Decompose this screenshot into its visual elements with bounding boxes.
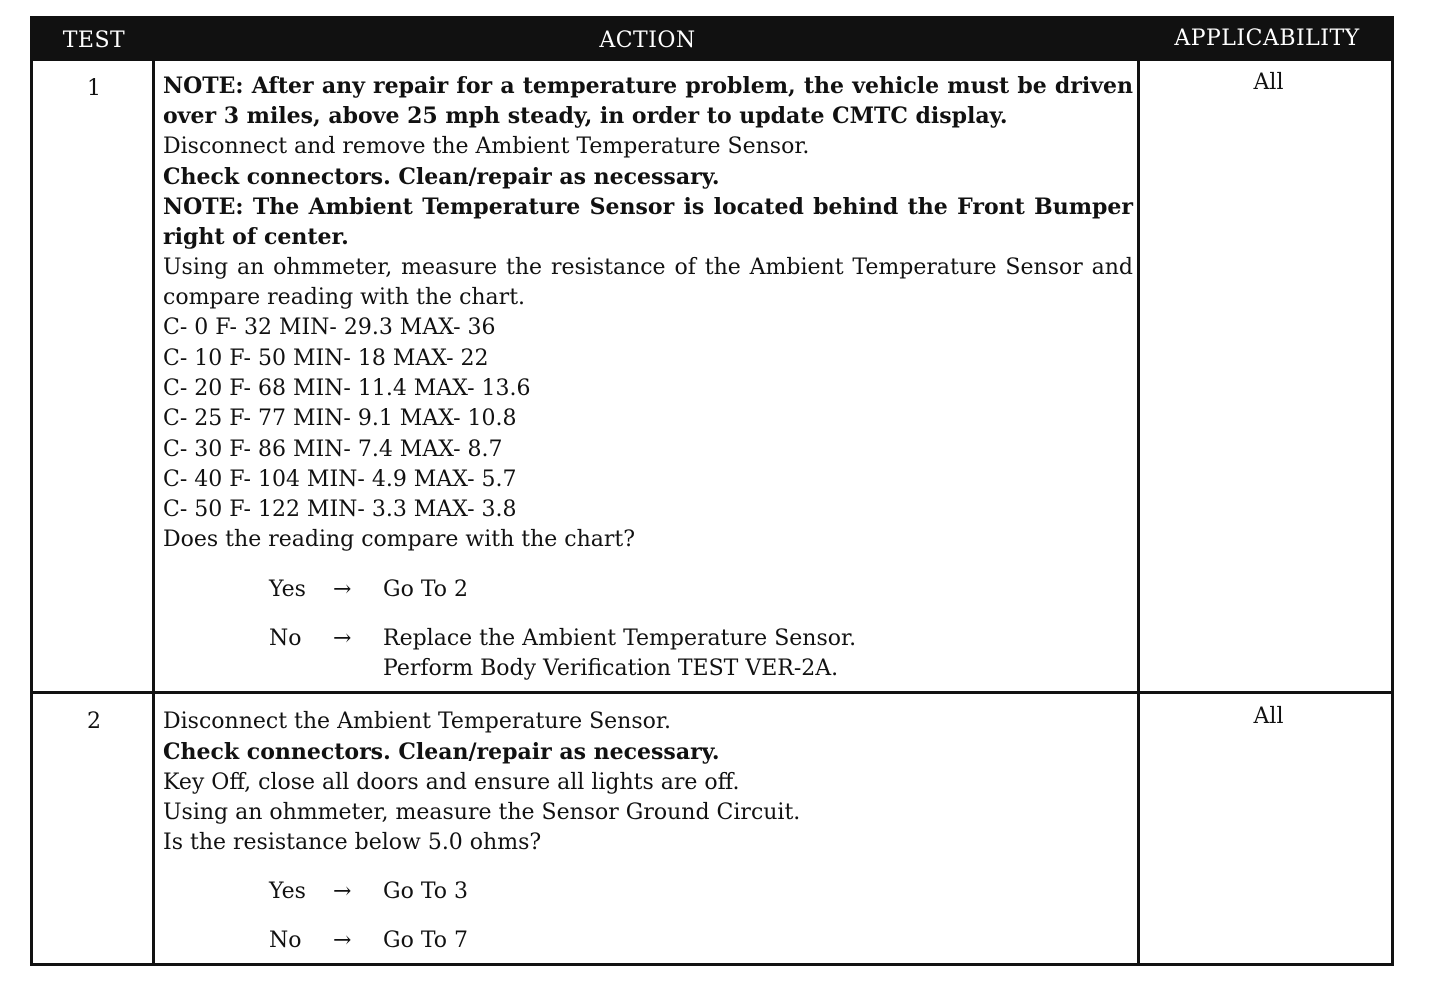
- no-branch: [163, 624, 1133, 684]
- yes-result: Go To 2: [383, 576, 469, 602]
- no-label: No: [269, 625, 302, 651]
- step-text: Using an ohmmeter, measure the resistance of the Ambient Temperature Sensor and compare reading with the chart.: [163, 254, 1133, 311]
- step-text: Key Off, close all doors and ensure all lights are off.: [163, 769, 740, 795]
- step-text: Disconnect the Ambient Temperature Sensor.: [163, 709, 671, 734]
- column-divider: [152, 61, 155, 963]
- column-divider: [1137, 61, 1140, 963]
- test-number: 1: [87, 76, 101, 101]
- no-result-line: Perform Body Verification TEST VER-2A.: [383, 655, 839, 681]
- no-result-line: Replace the Ambient Temperature Sensor.: [383, 625, 857, 651]
- step-text: Using an ohmmeter, measure the Sensor Ground Circuit.: [163, 799, 801, 825]
- note-location: NOTE: The Ambient Temperature Sensor is located behind the Front Bumper right of center.: [163, 194, 1133, 251]
- note-repair: NOTE: After any repair for a temperature problem, the vehicle must be driven over 3 miles, above 25 mph steady, in order to update CMTC display.: [163, 73, 1133, 130]
- yes-label: Yes: [269, 576, 306, 602]
- arrow-icon: →: [333, 576, 352, 602]
- chart-row: C- 25 F- 77 MIN- 9.1 MAX- 10.8: [163, 406, 517, 432]
- chart-row: C- 40 F- 104 MIN- 4.9 MAX- 5.7: [163, 466, 517, 492]
- test-number: 2: [87, 709, 101, 734]
- question: Does the reading compare with the chart?: [163, 527, 636, 553]
- no-branch: [163, 926, 1133, 956]
- no-result: [383, 624, 856, 684]
- step-text: Check connectors. Clean/repair as necessary.: [163, 163, 720, 190]
- test-2-action: [163, 707, 1133, 956]
- header-action: ACTION: [599, 28, 696, 53]
- applicability-value: All: [1253, 704, 1284, 729]
- arrow-icon: →: [333, 879, 352, 905]
- yes-branch: [163, 877, 1133, 907]
- no-label: No: [269, 928, 302, 954]
- yes-label: Yes: [269, 879, 306, 905]
- table-header: [33, 19, 1391, 61]
- chart-row: C- 10 F- 50 MIN- 18 MAX- 22: [163, 345, 489, 371]
- step-text: Disconnect and remove the Ambient Temperature Sensor.: [163, 133, 810, 159]
- arrow-icon: →: [333, 625, 352, 651]
- diagnostic-table: [30, 16, 1394, 966]
- arrow-icon: →: [333, 928, 352, 954]
- chart-row: C- 30 F- 86 MIN- 7.4 MAX- 8.7: [163, 436, 503, 462]
- step-text: Check connectors. Clean/repair as necessary.: [163, 739, 720, 766]
- question: Is the resistance below 5.0 ohms?: [163, 830, 542, 856]
- chart-row: C- 20 F- 68 MIN- 11.4 MAX- 13.6: [163, 375, 531, 401]
- yes-result: Go To 3: [383, 879, 469, 905]
- header-test: TEST: [62, 28, 126, 53]
- row-divider: [33, 691, 1391, 694]
- header-applicability: APPLICABILITY: [1174, 26, 1360, 51]
- chart-row: C- 0 F- 32 MIN- 29.3 MAX- 36: [163, 315, 496, 341]
- test-1-action: [163, 71, 1133, 684]
- no-result: Go To 7: [383, 928, 469, 954]
- applicability-value: All: [1253, 70, 1284, 95]
- yes-branch: [163, 575, 1133, 605]
- chart-row: C- 50 F- 122 MIN- 3.3 MAX- 3.8: [163, 497, 517, 523]
